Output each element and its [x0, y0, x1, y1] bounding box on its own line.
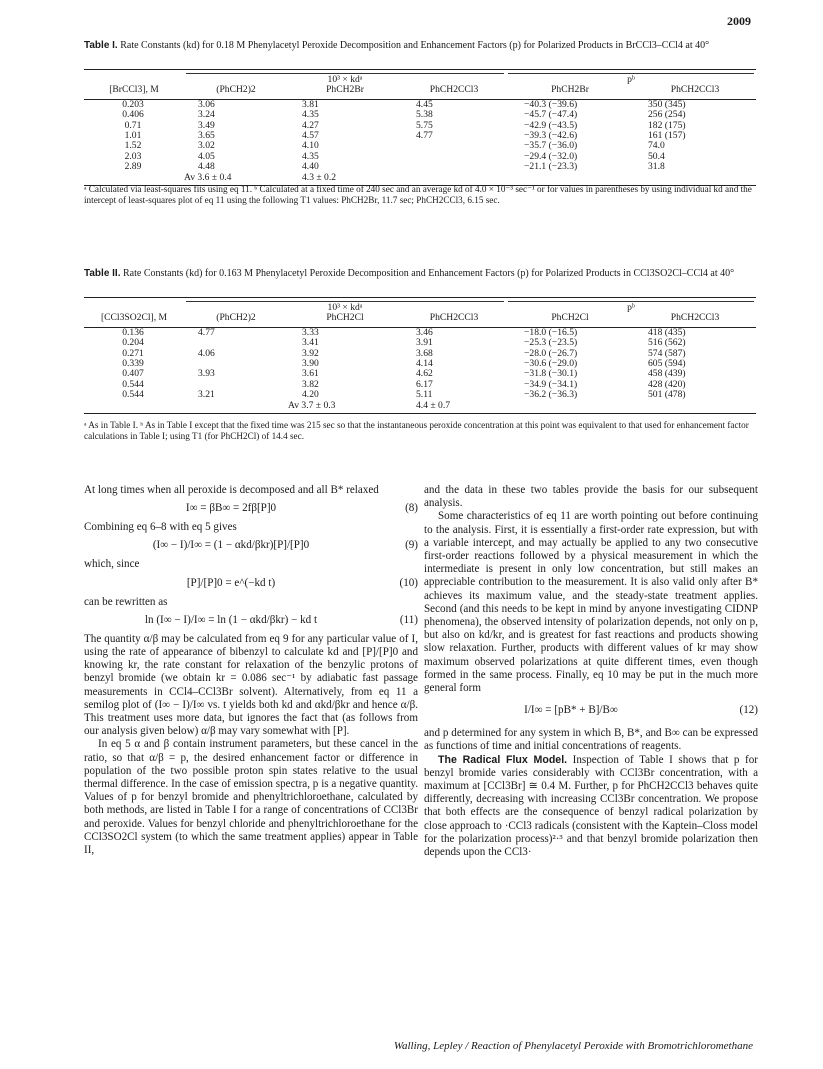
table2 [84, 297, 756, 414]
table2-cell: 516 (562) [648, 337, 686, 349]
table1-cell: 50.4 [648, 150, 665, 162]
table1-cell: −40.3 (−39.6) [524, 98, 578, 110]
table1-header-benzyl-bromide: PhCH2Br [326, 84, 364, 96]
table1-cell: −29.4 (−32.0) [524, 150, 578, 162]
table1-caption [84, 40, 756, 52]
page-number: 2009 [727, 14, 751, 28]
equation-9-body: (I∞ − I)/I∞ = (1 − αkd/βkr)[P]/[P]0 [152, 539, 310, 552]
table2-header-phenyltrichloroethane: PhCH2CCl3 [429, 312, 479, 324]
table1-group-p: pᵇ [508, 73, 754, 85]
table2-cell: 3.68 [416, 347, 433, 359]
table1-cell: 3.24 [198, 109, 215, 121]
table2-cell: −25.3 (−23.5) [524, 337, 578, 349]
table2-cell: 4.06 [198, 347, 215, 359]
table2-average-row [84, 401, 756, 414]
left-paragraph-4: can be rewritten as [84, 595, 168, 608]
table1-average-cell: Av 3.6 ± 0.4 [184, 171, 232, 183]
table1-cell: 1.01 [124, 130, 142, 142]
table1-cell: 256 (254) [648, 109, 686, 121]
table1-cell: 3.02 [198, 140, 215, 152]
table2-cell: 4.20 [302, 389, 319, 401]
table2-cell: −34.9 (−34.1) [524, 378, 578, 390]
table1-cell: 4.77 [416, 130, 433, 142]
table2-cell: 4.14 [416, 358, 433, 370]
running-footer: Walling, Lepley / Reaction of Phenylacetyl Peroxide with Bromotrichloromethane [393, 1040, 753, 1052]
table1-cell: −42.9 (−43.5) [524, 119, 578, 131]
table2-cell: −30.6 (−29.0) [524, 358, 578, 370]
right-paragraph-4 [424, 754, 758, 860]
table1-footnote: ᵃ Calculated via least-squares fits using eq 11. ᵇ Calculated at a fixed time of 240 sec and an average kd of 4.0 × 10⁻³ sec⁻¹ or for values in parentheses by using individual kd and the intercept of least-squares plot of eq 11 using the following T1 values: PhCH2Br, 11.7 sec; PhCH2CCl3, 6.15 sec. [84, 184, 752, 205]
table2-group-p: pᵇ [508, 301, 754, 313]
table1-cell [402, 162, 506, 172]
table1-cell: 4.35 [302, 150, 319, 162]
table1-cell: 3.81 [302, 98, 319, 110]
equation-10-body: [P]/[P]0 = e^(−kd t) [186, 576, 276, 589]
table1 [84, 69, 756, 186]
table2-cell: 3.92 [302, 347, 319, 359]
equation-12 [424, 701, 758, 721]
table1-group-kd: 10³ × kdᵃ [186, 73, 504, 85]
table2-average-cell [506, 401, 634, 414]
table2-cell: 5.11 [416, 389, 433, 401]
table1-header-phenyltrichloroethane: PhCH2CCl3 [429, 84, 479, 96]
equation-9 [84, 536, 418, 556]
table2-cell: −36.2 (−36.3) [524, 389, 578, 401]
table1-cell: 0.203 [122, 98, 144, 110]
table2-cell: 0.271 [122, 347, 144, 359]
table1-header-conc: [BrCCl3], M [109, 84, 159, 96]
table1-body [84, 99, 756, 185]
table1-cell: 3.65 [198, 130, 215, 142]
left-paragraph-5: The quantity α/β may be calculated from eq 9 for any particular value of I, using the rate of appearance of bibenzyl to calculate kd and [P]/[P]0 and knowing kr, the rate constant for relaxation of the benzylic protons of benzyl bromide (we obtain kr = 0.086 sec⁻¹ by adiabatic fast passage measurements in CCl4–CCl3Br solvent). Alternatively, from eq 11 a semilog plot of (I∞ − I)/I∞ vs. t yields both kd and αkd/βkr and hence α/β. This treatment uses more data, but ignores the fact that (as follows from our analysis given below) α/β may vary somewhat with [P]. [84, 632, 418, 738]
equation-10 [84, 574, 418, 594]
table2-footnote: ᵃ As in Table I. ᵇ As in Table I except that the fixed time was 215 sec so that the instantaneous peroxide concentration at this point was equivalent to that used for enhancement factor calculations in Table I; using T1 (for PhCH2Cl) of 14.4 sec. [84, 420, 749, 441]
table1-cell: 4.27 [302, 119, 319, 131]
table2-cell: 3.90 [302, 358, 319, 370]
left-paragraph-6: In eq 5 α and β contain instrument parameters, but these cancel in the ratio, so that α/β = p, the desired enhancement factor or difference in population of the two possible proton spin states relative to the usual thermal difference. In the case of emission spectra, p is a negative quantity. Values of p for benzyl bromide and phenyltrichloroethane, calculated by both methods, are listed in Table I for a range of concentrations of CCl3Br and peroxide. Values for benzyl chloride and phenyltrichloroethane for the CCl3SO2Cl system (to which the same treatment applies) appear in Table II, [84, 738, 418, 857]
equation-10-number: (10) [399, 576, 418, 589]
table2-cell: 4.62 [416, 368, 433, 380]
table2-cell: 428 (420) [648, 378, 686, 390]
table1-cell: 4.10 [302, 140, 319, 152]
table2-header-p-phenyltrichloroethane: PhCH2CCl3 [670, 312, 720, 324]
table1-cell: 4.05 [198, 150, 215, 162]
table2-header-benzyl-chloride: PhCH2Cl [326, 312, 364, 324]
table1-cell: 5.75 [416, 119, 433, 131]
left-paragraph-2: Combining eq 6–8 with eq 5 gives [84, 521, 237, 534]
equation-9-number: (9) [405, 539, 418, 552]
table2-average-cell [84, 401, 184, 414]
table2-header-p-benzyl-chloride: PhCH2Cl [551, 312, 589, 324]
left-paragraph-3: which, since [84, 558, 140, 571]
table2-header-conc: [CCl3SO2Cl], M [100, 312, 168, 324]
table1-cell: −45.7 (−47.4) [524, 109, 578, 121]
table1-cell: 182 (175) [648, 119, 686, 131]
table1-cell: 31.8 [648, 161, 665, 173]
right-paragraph-3: and p determined for any system in which B, B*, and B∞ can be expressed as functions of time and initial concentrations of reagents. [424, 727, 758, 753]
table1-cell: 2.89 [124, 161, 142, 173]
right-paragraph-1: and the data in these two tables provide the basis for our subsequent analysis. [424, 484, 758, 510]
table1-cell: −21.1 (−23.3) [524, 161, 578, 173]
equation-11 [84, 611, 418, 631]
equation-12-number: (12) [739, 704, 758, 717]
table1-cell: 161 (157) [648, 130, 686, 142]
table2-cell: 0.204 [122, 337, 144, 349]
table1-cell: 4.45 [416, 98, 433, 110]
equation-11-number: (11) [399, 613, 418, 626]
table2-average-cell [634, 401, 756, 414]
table1-cell: 3.49 [198, 119, 215, 131]
table2-cell: 605 (594) [648, 358, 686, 370]
table1-cell: 4.57 [302, 130, 319, 142]
equation-8-body: I∞ = βB∞ = 2fβ[P]0 [185, 502, 277, 515]
table2-cell: 3.91 [416, 337, 433, 349]
table2-cell: 3.82 [302, 378, 319, 390]
table2-header-bibenzyl: (PhCH2)2 [216, 312, 256, 324]
table1-caption-text: Rate Constants (kd) for 0.18 M Phenylacetyl Peroxide Decomposition and Enhancement Factors (p) for Polarized Products in BrCCl3–CCl4 at 40° [120, 40, 710, 51]
table1-cell: 5.38 [416, 109, 433, 121]
table1-header-bibenzyl: (PhCH2)2 [216, 84, 256, 96]
section-heading-radical-flux: The Radical Flux Model. [438, 753, 568, 766]
table1-cell: −35.7 (−36.0) [524, 140, 578, 152]
table1-header-p-benzyl-bromide: PhCH2Br [551, 84, 589, 96]
right-paragraph-2: Some characteristics of eq 11 are worth pointing out before continuing to the analysis. First, it is essentially a first-order rate expression, but with a variable intercept, and may actually be applied to any two consecutive first-order reactions followed by a physical measurement in which the intermediate is present in only low concentration, but still makes an appreciable contribution to the measurement. It is also valid only after B* achieves its maximum value, and the steady-state treatment applies. Second (and this needs to be kept in mind by anyone investigating CIDNP phenomena), the observed intensity of polarization depends, not only on p, but also on kd/kr, and is greatest for fast reactions and products showing slow relaxation. Further, products with different values of kr may show maximum observed polarizations at quite different times, even though formed in the same process. Finally, eq 10 may be put in the much more general form [424, 510, 758, 695]
equation-8 [84, 499, 418, 519]
table2-cell: −18.0 (−16.5) [524, 326, 578, 338]
equation-11-body: ln (I∞ − I)/I∞ = ln (1 − αkd/βkr) − kd t [144, 613, 318, 626]
right-text-column [424, 484, 758, 859]
table2-body [84, 327, 756, 413]
table2-cell: 3.33 [302, 326, 319, 338]
table2-cell: 3.93 [198, 368, 215, 380]
table2-cell: 6.17 [416, 378, 433, 390]
table1-cell: 4.35 [302, 109, 319, 121]
table1-caption-label: Table I. [84, 40, 118, 51]
table2-cell: 0.407 [122, 368, 144, 380]
table2-cell: 0.136 [122, 326, 144, 338]
table2-caption-label: Table II. [84, 268, 121, 279]
table1-cell: 1.52 [124, 140, 142, 152]
equation-12-body: I/I∞ = [pB* + B]/B∞ [524, 704, 618, 717]
table2-average-cell [184, 401, 288, 414]
table1-header-p-phenyltrichloroethane: PhCH2CCl3 [670, 84, 720, 96]
table2-cell: 3.41 [302, 337, 319, 349]
table2-cell: 458 (439) [648, 368, 686, 380]
table2-group-kd: 10³ × kdᵃ [186, 301, 504, 313]
table2-cell: −28.0 (−26.7) [524, 347, 578, 359]
table1-cell: 4.40 [302, 161, 319, 173]
equation-8-number: (8) [405, 502, 418, 515]
table2-cell: −31.8 (−30.1) [524, 368, 578, 380]
table1-cell: 3.06 [198, 98, 215, 110]
table1-cell [402, 141, 506, 151]
table1-cell: 350 (345) [648, 98, 686, 110]
table2-cell: 501 (478) [648, 389, 686, 401]
table2-cell: 574 (587) [648, 347, 686, 359]
table2-cell: 418 (435) [648, 326, 686, 338]
table2-cell: 3.21 [198, 389, 215, 401]
table2-average-cell: 4.4 ± 0.7 [416, 399, 451, 411]
table1-cell: 4.48 [198, 161, 215, 173]
table2-cell: 3.61 [302, 368, 319, 380]
table2-caption [84, 268, 756, 280]
table2-cell: 0.544 [122, 378, 144, 390]
table2-average-cell: Av 3.7 ± 0.3 [288, 399, 336, 411]
left-text-column [84, 484, 418, 857]
table1-cell: 2.03 [124, 150, 142, 162]
table1-cell: 74.0 [648, 140, 665, 152]
table1-cell [402, 152, 506, 162]
table1-cell: −39.3 (−42.6) [524, 130, 578, 142]
table2-cell: 0.544 [122, 389, 144, 401]
table2-cell: 4.77 [198, 326, 215, 338]
table1-average-cell: 4.3 ± 0.2 [302, 171, 337, 183]
table2-cell: 0.339 [122, 358, 144, 370]
table1-cell: 0.71 [124, 119, 142, 131]
left-paragraph-1: At long times when all peroxide is decomposed and all B* relaxed [84, 484, 379, 496]
table2-caption-text: Rate Constants (kd) for 0.163 M Phenylacetyl Peroxide Decomposition and Enhancement Factors (p) for Polarized Products in CCl3SO2Cl–CCl4 at 40° [123, 268, 735, 279]
right-paragraph-4-text: Inspection of Table I shows that p for benzyl bromide varies considerably with CCl3Br concentration, with a maximum at [CCl3Br] ≅ 0.4 M. Further, p for PhCH2CCl3 behaves quite differently, decreasing with increasing CCl3Br concentration. We propose that both effects are the consequence of benzyl radical polarization by close approach to ·CCl3 radicals (consistent with the Kaptein–Closs model for the polarization process)²·³ and that benzyl bromide polarization then depends upon the CCl3· [424, 753, 758, 859]
table1-cell: 0.406 [122, 109, 144, 121]
table2-cell: 3.46 [416, 326, 433, 338]
